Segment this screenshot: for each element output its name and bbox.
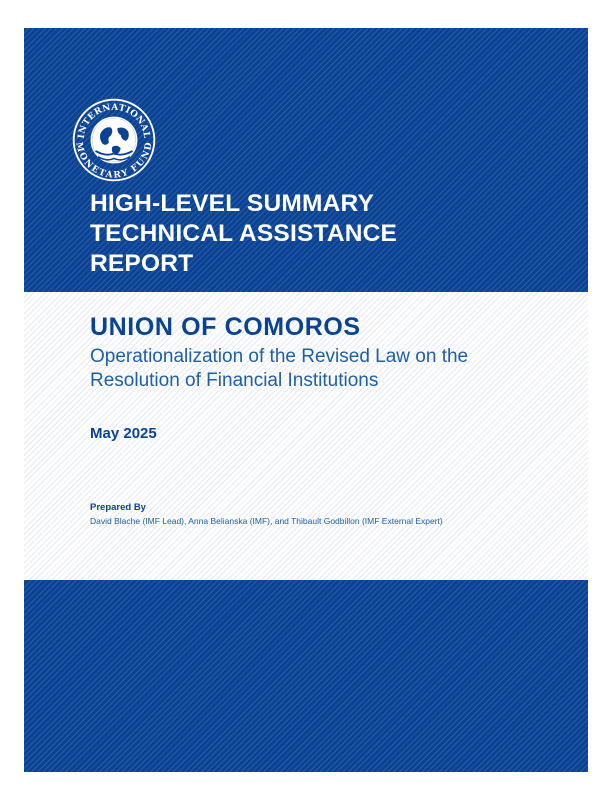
authors-list: David Blache (IMF Lead), Anna Belianska (IMF), and Thibault Godbillon (IMF External Expert)	[90, 516, 443, 526]
cover-panel	[24, 28, 588, 772]
report-type-heading	[90, 189, 570, 279]
report-type-line-2: TECHNICAL ASSISTANCE	[90, 220, 398, 247]
report-date: May 2025	[90, 425, 157, 442]
country-title: UNION OF COMOROS	[90, 313, 361, 341]
report-subtitle	[90, 345, 560, 393]
svg-text:MONETARY FUND: MONETARY FUND	[73, 141, 155, 181]
prepared-by-label: Prepared By	[90, 502, 146, 513]
report-type-line-3: REPORT	[90, 250, 194, 277]
imf-seal-logo	[72, 98, 156, 182]
title-band	[24, 292, 588, 580]
report-subtitle-line-2: Resolution of Financial Institutions	[90, 370, 379, 391]
report-type-line-1: HIGH-LEVEL SUMMARY	[90, 190, 374, 217]
report-subtitle-line-1: Operationalization of the Revised Law on the	[90, 346, 469, 367]
svg-text:INTERNATIONAL: INTERNATIONAL	[76, 102, 152, 140]
